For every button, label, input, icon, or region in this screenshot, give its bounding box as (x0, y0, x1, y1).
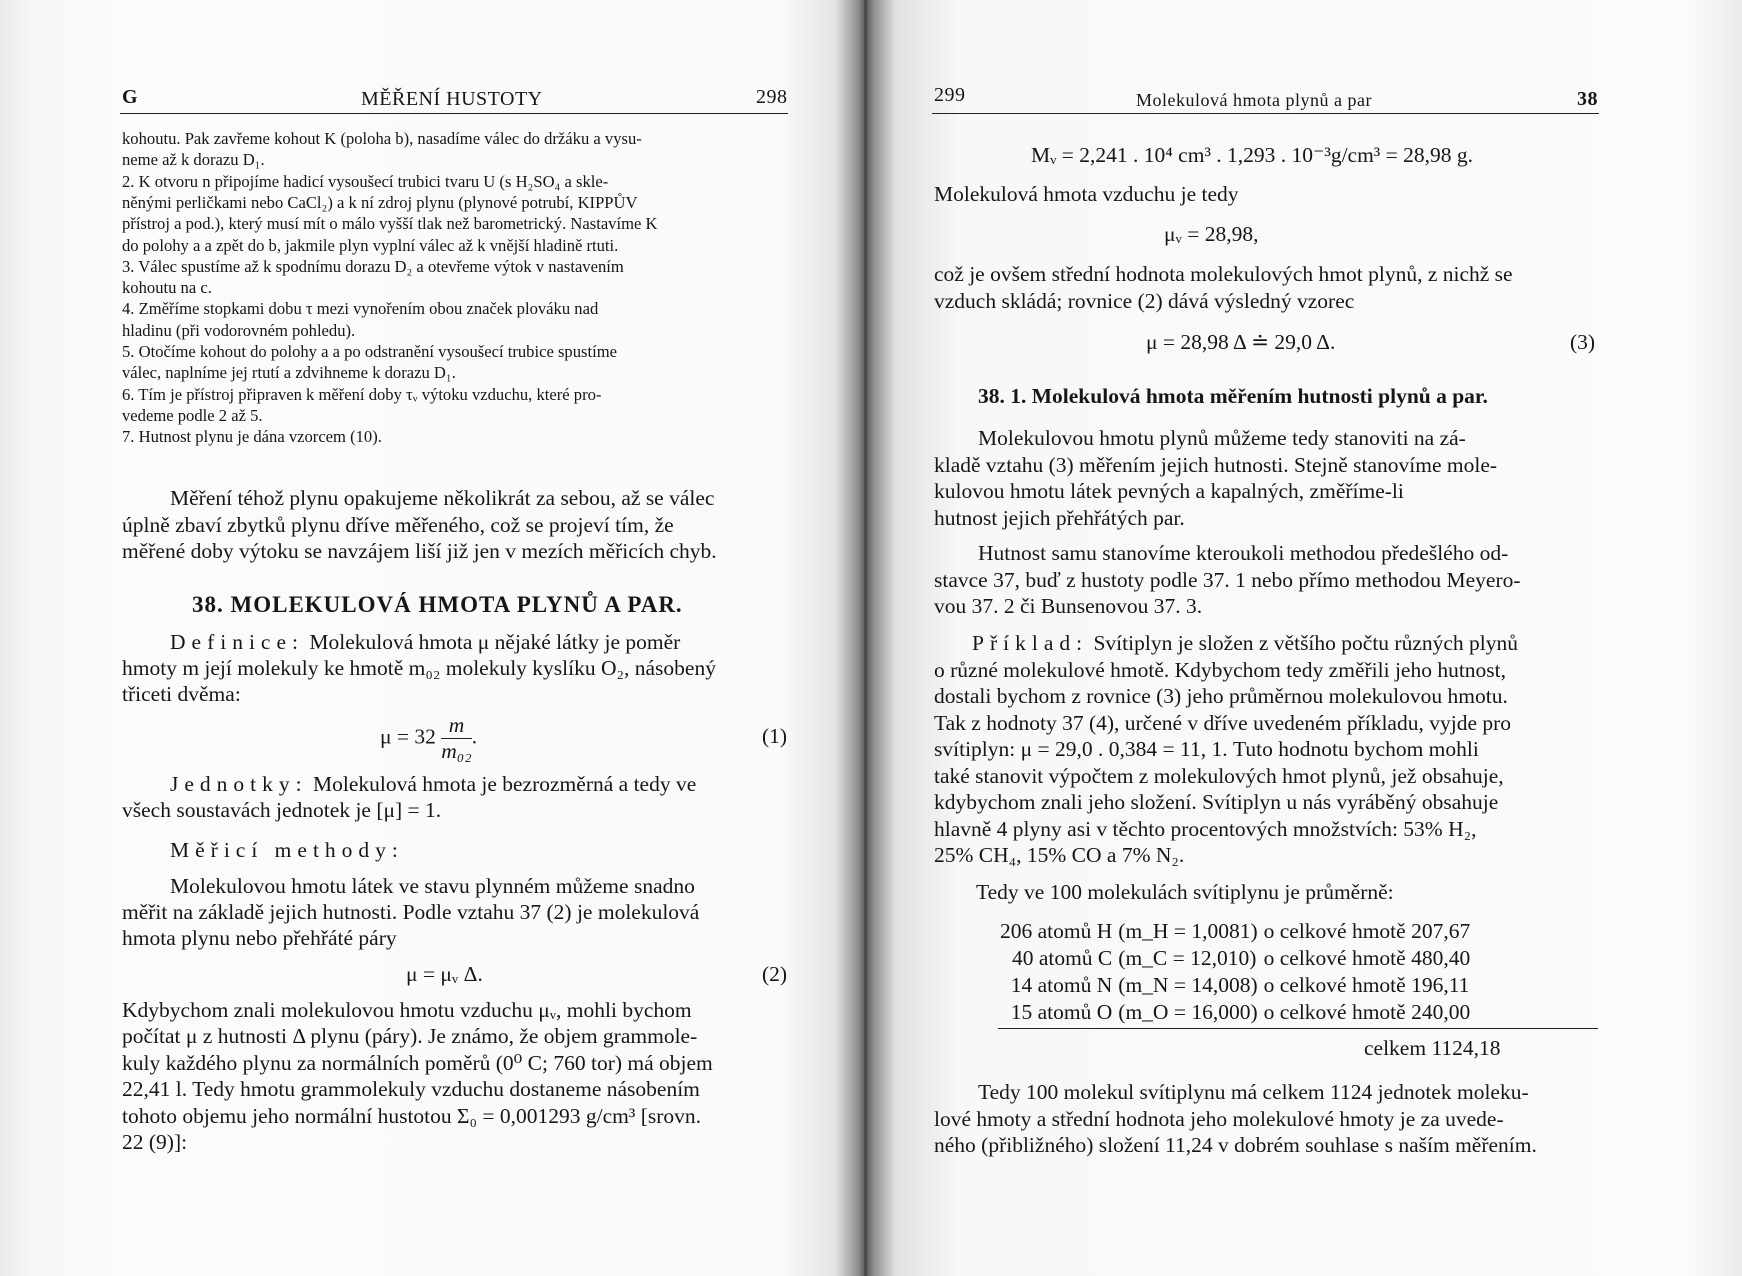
atoms-cell-count: 206 atomů H (1000, 919, 1113, 943)
total-line: celkem 1124,18 (1364, 1036, 1501, 1060)
right-header-section-number: 38 (1577, 88, 1598, 110)
definition-label: Definice: (170, 630, 304, 654)
left-para2-line: hmota plynu nebo přehřáté páry (122, 926, 397, 950)
atoms-cell-count: 14 atomů N (1010, 973, 1113, 997)
left-para2-line: měřit na základě jejich hutnosti. Podle vztahu 37 (2) je molekulová (122, 900, 700, 924)
example-text-1: Svítiplyn je složen z většího počtu různých plynů (1088, 631, 1519, 655)
definition-text-1: Molekulová hmota μ nějaké látky je poměr (304, 630, 681, 654)
atoms-table (1000, 918, 1470, 1026)
right-para-d-line: lové hmoty a střední hodnota jeho molekulové hmoty je za uvede- (934, 1106, 1504, 1131)
units-label: Jednotky: (170, 772, 308, 796)
table-row (1000, 918, 1470, 945)
left-small-line: neme až k dorazu D₁. (122, 150, 265, 170)
section-title: 38. MOLEKULOVÁ HMOTA PLYNŮ A PAR. (192, 592, 683, 617)
left-small-line: 7. Hutnost plynu je dána vzorcem (10). (122, 427, 382, 447)
equation-3-number: (3) (1570, 330, 1596, 354)
left-para3-line: Kdybychom znali molekulovou hmotu vzduchu μᵥ, mohli bychom (122, 998, 692, 1022)
table-row (1000, 945, 1470, 972)
example-label: Příklad: (972, 631, 1089, 655)
atoms-cell-count: 15 atomů O (1010, 1000, 1113, 1024)
equation-1-number: (1) (762, 724, 788, 748)
atoms-cell-total: o celkové hmotě 207,67 (1263, 919, 1471, 943)
equation-1-numerator: m (441, 713, 471, 739)
equation-mv: Mᵥ = 2,241 . 10⁴ cm³ . 1,293 . 10⁻³g/cm³ = 28,98 g. (1031, 143, 1473, 167)
equation-mu-v: μᵥ = 28,98, (1164, 222, 1259, 246)
right-header-rule (932, 113, 1599, 114)
atoms-cell-total: o celkové hmotě 480,40 (1263, 946, 1471, 970)
units-text: Molekulová hmota je bezrozměrná a tedy ve (307, 772, 697, 796)
right-para-b-line: kladě vztahu (3) měřením jejich hutnosti. Stejně stanovíme mole- (934, 452, 1498, 477)
left-small-line: kohoutu. Pak zavřeme kohout K (poloha b), nasadíme válec do držáku a vysu- (122, 129, 642, 148)
left-header-section-letter: G (122, 86, 139, 108)
left-para2-line: Molekulovou hmotu látek ve stavu plynném můžeme snadno (170, 874, 695, 898)
left-small-line: hladinu (při vodorovném pohledu). (122, 320, 356, 340)
sum-rule (998, 1028, 1598, 1029)
right-para-b-line: hutnost jejich přehřátých par. (934, 505, 1185, 530)
equation-3: μ = 28,98 Δ ≐ 29,0 Δ. (1146, 330, 1336, 354)
left-para1-line: úplně zbaví zbytků plynu dříve měřeného, což se projeví tím, že (122, 512, 674, 537)
example-line: 25% CH₄, 15% CO a 7% N₂. (934, 843, 1185, 867)
right-para-c-line: stavce 37, buď z hustoty podle 37. 1 nebo přímo methodou Meyero- (934, 567, 1521, 592)
example-line: kdybychom znali jeho složení. Svítiplyn u nás vyráběný obsahuje (934, 790, 1499, 814)
right-header-title: Molekulová hmota plynů a par (1136, 90, 1372, 110)
right-para-d-line: Tedy 100 molekul svítiplynu má celkem 1124 jednotek moleku- (978, 1080, 1529, 1104)
left-para1-line: měřené doby výtoku se navzájem liší již jen v mezích měřicích chyb. (122, 539, 717, 563)
left-small-line: kohoutu na c. (122, 278, 212, 298)
example-line: svítiplyn: μ = 29,0 . 0,384 = 11, 1. Tuto hodnotu bychom mohli (934, 737, 1479, 761)
left-para3-line: 22,41 l. Tedy hmotu grammolekuly vzduchu dostaneme násobením (122, 1077, 700, 1102)
left-small-line: válec, naplníme jej rtutí a zdvihneme k dorazu D₁. (122, 363, 456, 383)
left-page-number: 298 (756, 86, 788, 108)
line-per-100-molecules: Tedy ve 100 molekulách svítiplynu je průměrně: (976, 880, 1394, 904)
example-line: Tak z hodnoty 37 (4), určené v dříve uvedeném příkladu, vyjde pro (934, 710, 1512, 735)
line-air-mass: Molekulová hmota vzduchu je tedy (934, 182, 1239, 206)
equation-1-tail: . (471, 724, 478, 749)
left-header-title: MĚŘENÍ HUSTOTY (361, 88, 543, 110)
right-para-c-line: Hutnost samu stanovíme kteroukoli methodou předešlého od- (978, 541, 1509, 565)
units-line-2: všech soustavách jednotek je [μ] = 1. (122, 798, 442, 822)
right-para-b-line: Molekulovou hmotu plynů můžeme tedy stanoviti na zá- (978, 426, 1466, 450)
definition-line-3: třiceti dvěma: (122, 682, 241, 706)
atoms-cell-total: o celkové hmotě 196,11 (1263, 973, 1470, 997)
left-para1-line: Měření téhož plynu opakujeme několikrát za sebou, až se válec (170, 486, 715, 510)
left-para3-line: 22 (9)]: (122, 1130, 188, 1154)
left-small-line: přístroj a pod.), který musí mít o málo vyšší tlak než barometrický. Nastavíme K (122, 214, 658, 234)
units-line-1 (170, 772, 696, 797)
atoms-cell-mass: (m_O = 16,000) (1118, 1000, 1258, 1024)
equation-1 (380, 713, 477, 764)
atoms-cell-mass: (m_N = 14,008) (1118, 973, 1258, 997)
atoms-cell-mass: (m_H = 1,0081) (1118, 919, 1258, 943)
example-line: také stanovit výpočtem z molekulových hmot plynů, jež obsahuje, (934, 763, 1504, 788)
definition-line-2: hmoty m její molekuly ke hmotě m₀₂ molekuly kyslíku O₂, násobený (122, 656, 716, 680)
left-small-line: do polohy a a zpět do b, jakmile plyn vyplní válec až k vnější hladině rtuti. (122, 235, 619, 255)
left-small-line: 4. Změříme stopkami dobu τ mezi vynořením obou značek plováku nad (122, 299, 599, 319)
atoms-cell-count: 40 atomů C (1011, 946, 1113, 970)
example-line-1 (972, 631, 1518, 656)
example-line: o různé molekulové hmotě. Kdybychom tedy změřili jeho hutnost, (934, 657, 1507, 682)
left-small-line: 6. Tím je přístroj připraven k měření doby τᵥ výtoku vzduchu, které pro- (122, 384, 602, 404)
left-header-rule (120, 113, 788, 114)
right-para-a-line: vzduch skládá; rovnice (2) dává výsledný vzorec (934, 288, 1355, 313)
equation-2: μ = μᵥ Δ. (406, 962, 483, 986)
right-para-b-line: kulovou hmotu látek pevných a kapalných, změříme-li (934, 479, 1404, 503)
atoms-cell-total: o celkové hmotě 240,00 (1263, 1000, 1471, 1024)
equation-2-number: (2) (762, 962, 788, 986)
methods-label: Měřicí methody: (170, 838, 404, 862)
left-small-line: vedeme podle 2 až 5. (122, 405, 263, 425)
equation-1-fraction (441, 713, 471, 764)
subsection-title: 38. 1. Molekulová hmota měřením hutnosti plynů a par. (978, 384, 1488, 408)
left-para3-line: kuly každého plynu za normálních poměrů (0⁰ C; 760 tor) má objem (122, 1050, 713, 1075)
example-line: dostali bychom z rovnice (3) jeho průměrnou molekulovou hmotu. (934, 684, 1508, 708)
left-small-line: 2. K otvoru n připojíme hadicí vysoušecí trubici tvaru U (s H₂SO₄ a skle- (122, 171, 609, 191)
equation-1-denominator: m₀₂ (441, 739, 472, 763)
table-row (1000, 972, 1470, 999)
equation-1-lhs: μ = 32 (380, 724, 436, 749)
left-small-line: 5. Otočíme kohout do polohy a a po odstranění vysoušecí trubice spustíme (122, 342, 617, 361)
definition-line-1 (170, 630, 680, 655)
right-para-a-line: což je ovšem střední hodnota molekulových hmot plynů, z nichž se (934, 262, 1513, 286)
left-small-line: něnými perličkami nebo CaCl₂) a k ní zdroj plynu (plynové potrubí, KIPPŮV (122, 192, 638, 212)
left-page (0, 0, 866, 1276)
table-row (1000, 999, 1470, 1026)
right-para-c-line: vou 37. 2 či Bunsenovou 37. 3. (934, 594, 1203, 618)
right-page-number: 299 (934, 84, 966, 106)
left-para3-line: tohoto objemu jeho normální hustotou Σ₀ = 0,001293 g/cm³ [srovn. (122, 1103, 702, 1128)
example-line: hlavně 4 plyny asi v těchto procentových množstvích: 53% H₂, (934, 816, 1477, 841)
right-page (866, 0, 1742, 1276)
atoms-cell-mass: (m_C = 12,010) (1118, 946, 1257, 970)
right-para-d-line: ného (přibližného) složení 11,24 v dobrém souhlase s naším měřením. (934, 1133, 1537, 1157)
left-para3-line: počítat μ z hutnosti Δ plynu (páry). Je známo, že objem grammole- (122, 1024, 698, 1049)
left-small-line: 3. Válec spustíme až k spodnímu dorazu D₂ a otevřeme výtok v nastavením (122, 256, 624, 276)
